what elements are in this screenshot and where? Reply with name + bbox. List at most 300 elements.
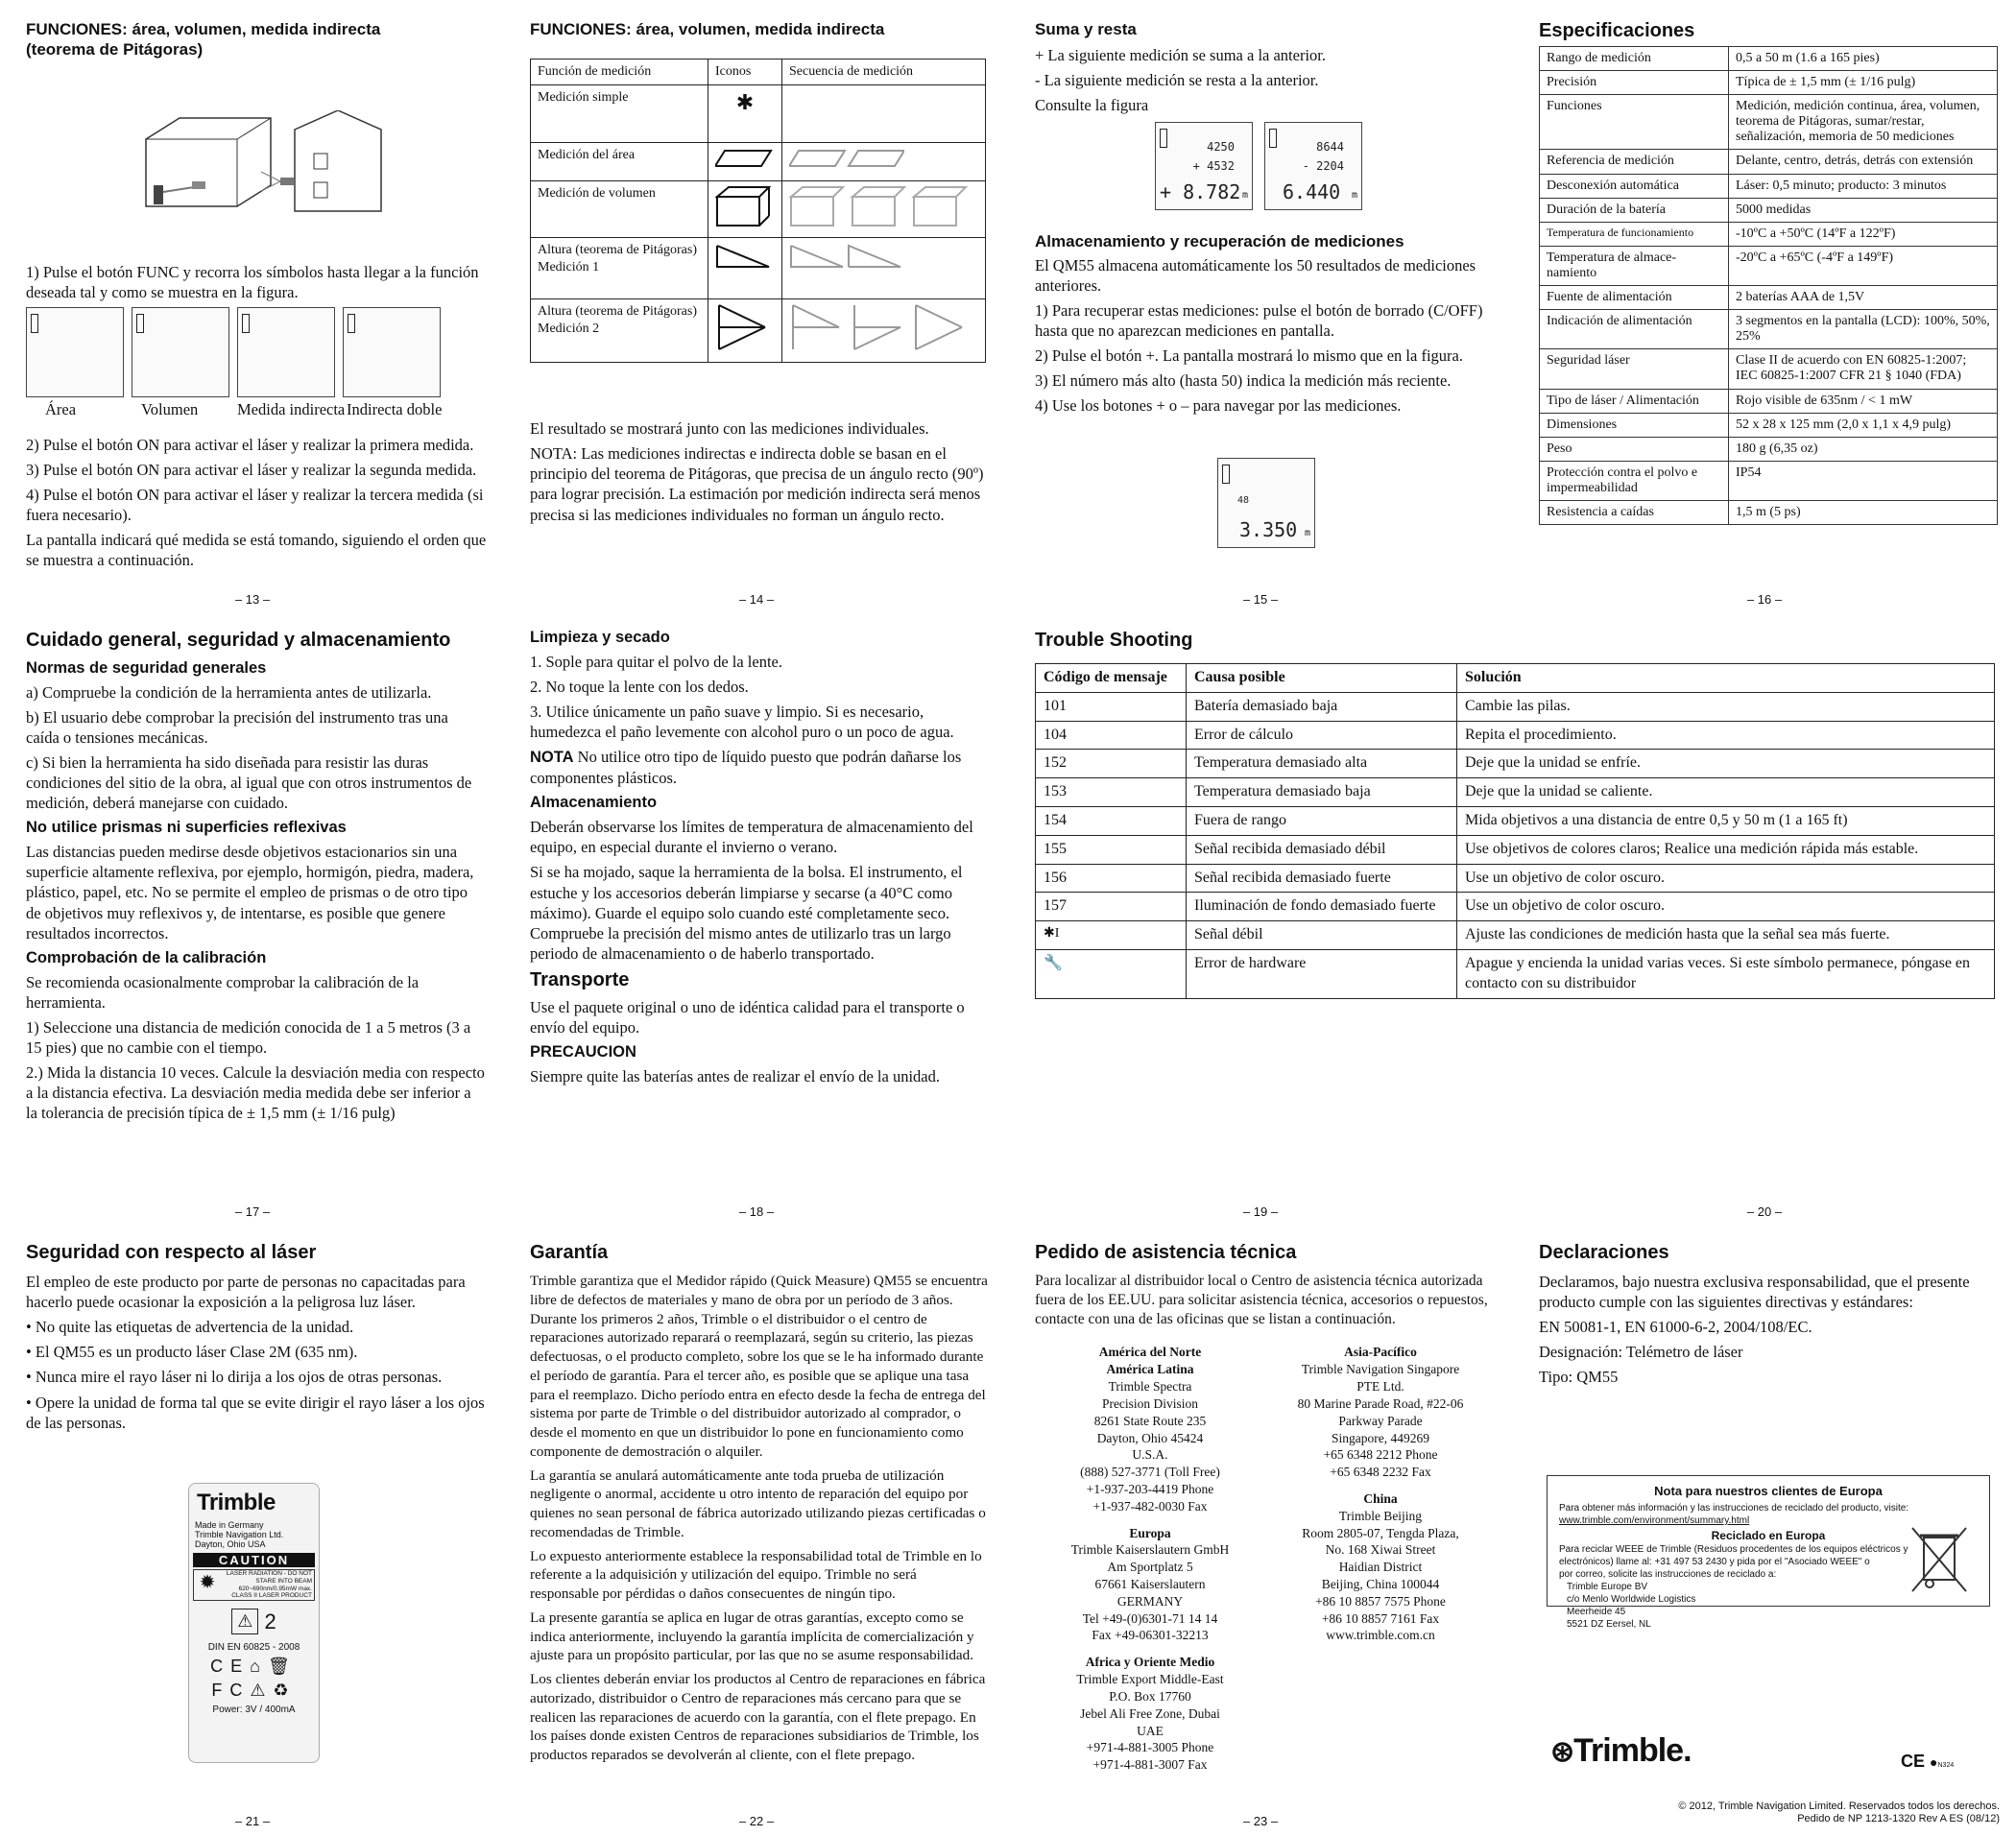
office-line: P.O. Box 17760 (1109, 1688, 1191, 1704)
page-15 (1035, 19, 1496, 553)
office-line: Jebel Ali Free Zone, Dubai (1080, 1705, 1220, 1721)
area-sequence-icons (782, 143, 986, 181)
lcd-sum-a: 4250 (1207, 139, 1235, 154)
c-tick-icon: ● (1930, 1754, 1938, 1770)
spec-value: 5000 medidas (1729, 198, 1998, 222)
page-24 (1539, 1241, 1998, 1393)
trouble-row (1036, 721, 1995, 750)
lcd-subtract (1264, 122, 1362, 210)
ce-mark-text: CE (1901, 1752, 1926, 1771)
spec-label: Fuente de alimentación (1540, 286, 1729, 310)
eu-address-3: Meerheide 45 (1567, 1607, 1626, 1618)
office-line: Trimble Export Middle-East (1076, 1672, 1224, 1687)
office-line: +1-937-482-0030 Fax (1092, 1498, 1208, 1514)
spec-label: Protección contra el polvo e impermeabilidad (1540, 461, 1729, 500)
trouble-code: 155 (1036, 835, 1187, 864)
eu-address-4: 5521 DZ Eersel, NL (1567, 1619, 1651, 1631)
height2-icon (708, 299, 782, 363)
label-made: Made in Germany (195, 1520, 264, 1530)
eu-line-4: por correo, solicite las instrucciones de reciclado a: (1559, 1569, 1777, 1581)
p17-h2: No utilice prismas ni superficies reflexivas (26, 819, 347, 837)
offices-right-column (1265, 1344, 1496, 1774)
p13-step4: 4) Pulse el botón ON para activar el láser y realizar la tercera medida (si fuera necesario). (26, 486, 484, 525)
spec-value: 52 x 28 x 125 mm (2,0 x 1,1 x 4,9 pulg) (1729, 413, 1998, 437)
p24-p4: Tipo: QM55 (1539, 1368, 1619, 1387)
spec-row (1540, 310, 1998, 349)
p22-title: Garantía (530, 1242, 609, 1263)
office-region: América del Norte (1098, 1345, 1202, 1360)
lcd-memory-unit: m (1304, 527, 1310, 538)
p23-intro: Para localizar al distribuidor local o Centro de asistencia técnica autorizada fuera de los EE.UU. para solicitar asistencia técnica, accesorios o repuestos, contacte con una de las oficinas que se listan a continuación. (1035, 1273, 1488, 1327)
p17-h1: Normas de seguridad generales (26, 659, 267, 677)
trouble-solution: Ajuste las condiciones de medición hasta que la señal sea más fuerte. (1457, 921, 1995, 950)
wrench-icon: 🔧 (1036, 949, 1187, 998)
p22-p3: Lo expuesto anteriormente establece la responsabilidad total de Trimble en lo referente a la adquisición y utilización del equipo. Trimble no será responsable por pérdidas o daños consecuentes de ningún tipo. (530, 1547, 982, 1602)
trouble-code: 153 (1036, 778, 1187, 807)
label-warn-4: CLASS II LASER PRODUCT (231, 1592, 312, 1600)
laser-warning-icon: ⚠ (231, 1609, 258, 1634)
p17-b: b) El usuario debe comprobar la precisión del instrumento tras una caída o tensiones mecánicas. (26, 707, 448, 748)
eu-address-2: c/o Menlo Worldwide Logistics (1567, 1594, 1696, 1606)
lcd-memory-index: 48 (1237, 494, 1250, 506)
p17-p3: Se recomienda ocasionalmente comprobar la calibración de la herramienta. (26, 972, 420, 1012)
office-line: Trimble Beijing (1338, 1508, 1423, 1523)
trouble-cause: Error de hardware (1187, 949, 1457, 998)
ft-header-icons: Iconos (708, 60, 782, 85)
page-number-20: – 20 – (1746, 1204, 1783, 1219)
trouble-row (1036, 835, 1995, 864)
trouble-cause: Señal recibida demasiado débil (1187, 835, 1457, 864)
lcd-sum-unit: m (1241, 189, 1248, 201)
office-line: Haidian District (1338, 1560, 1423, 1575)
office-line: Trimble Navigation Singapore (1301, 1362, 1460, 1377)
lcd-memory-result: 3.350 (1239, 517, 1298, 541)
part-number: Pedido de NP 1213-1320 Rev A ES (08/12) (1797, 1813, 2000, 1825)
p13-step1: 1) Pulse el botón FUNC y recorra los símbolos hasta llegar a la función deseada tal y como se muestra en la figura. (26, 262, 479, 301)
label-city: Dayton, Ohio USA (195, 1539, 266, 1549)
tt-header-solution: Solución (1457, 664, 1995, 693)
page-14 (530, 19, 991, 530)
p17-title: Cuidado general, seguridad y almacenamiento (26, 630, 451, 651)
lcd-row (26, 307, 487, 397)
trouble-table (1035, 663, 1995, 999)
spec-row (1540, 461, 1998, 500)
office-line: UAE (1137, 1723, 1164, 1738)
page-number-22: – 22 – (738, 1814, 775, 1828)
trouble-row (1036, 893, 1995, 921)
trouble-solution: Use un objetivo de color oscuro. (1457, 893, 1995, 921)
lcd-sub-unit: m (1351, 189, 1357, 201)
office-line: +86 10 8857 7575 Phone (1315, 1593, 1446, 1609)
page-22 (530, 1241, 989, 1770)
trouble-cause: Iluminación de fondo demasiado fuerte (1187, 893, 1457, 921)
p18-p4: Siempre quite las baterías antes de realizar el envío de la unidad. (530, 1067, 940, 1086)
spec-value: Clase II de acuerdo con EN 60825-1:2007; IEC 60825-1:2007 CFR 21 § 1040 (FDA) (1729, 349, 1998, 389)
p19-title: Trouble Shooting (1035, 630, 1193, 651)
office-line: Tel +49-(0)6301-71 14 14 (1082, 1610, 1218, 1626)
tt-header-cause: Causa posible (1187, 664, 1457, 693)
volume-icon (708, 181, 782, 238)
p15-s3: 2) Pulse el botón +. La pantalla mostrará lo mismo que en la figura. (1035, 346, 1463, 366)
office-line: Room 2805-07, Tengda Plaza, (1302, 1525, 1459, 1540)
office-line: No. 168 Xiwai Street (1325, 1542, 1436, 1558)
trouble-row (1036, 949, 1995, 998)
spec-row (1540, 246, 1998, 285)
eu-link[interactable]: www.trimble.com/environment/summary.html (1559, 1514, 1750, 1526)
copyright (1678, 1800, 2000, 1825)
office-line: Beijing, China 100044 (1321, 1577, 1440, 1592)
spec-row (1540, 47, 1998, 71)
page-17 (26, 629, 485, 1128)
spec-value: Típica de ± 1,5 mm (± 1/16 pulg) (1729, 71, 1998, 95)
p15-s1: El QM55 almacena automáticamente los 50 resultados de mediciones anteriores. (1035, 255, 1476, 295)
p21-b4: • Opere la unidad de forma tal que se evite dirigir el rayo láser a los ojos de las personas. (26, 1393, 485, 1432)
spec-value: Rojo visible de 635nm / < 1 mW (1729, 389, 1998, 413)
p13-note: La pantalla indicará qué medida se está tomando, siguiendo el orden que se muestra a continuación. (26, 531, 487, 570)
page-23 (1035, 1241, 1496, 1774)
trimble-logo-text: Trimble. (1573, 1732, 1692, 1769)
trouble-solution: Use objetivos de colores claros; Realice una medición rápida más estable. (1457, 835, 1995, 864)
spec-label: Resistencia a caídas (1540, 500, 1729, 524)
p24-title: Declaraciones (1539, 1242, 1669, 1263)
tt-header-code: Código de mensaje (1036, 664, 1187, 693)
page-number-16: – 16 – (1746, 592, 1783, 607)
p24-p2: EN 50081-1, EN 61000-6-2, 2004/108/EC. (1539, 1318, 1812, 1337)
p15-subtract: - La siguiente medición se resta a la anterior. (1035, 71, 1319, 90)
spec-label: Desconexión automática (1540, 174, 1729, 198)
office-line: PTE Ltd. (1356, 1379, 1404, 1395)
p15-title: Suma y resta (1035, 20, 1137, 38)
lcd-volume (132, 307, 229, 397)
spec-value: 1,5 m (5 ps) (1729, 500, 1998, 524)
page-19 (1035, 629, 2000, 999)
trouble-row (1036, 864, 1995, 893)
label-company: Trimble Navigation Ltd. (195, 1530, 284, 1539)
volume-sequence-icons (782, 181, 986, 238)
p18-nota (530, 747, 989, 788)
office-line: 67661 Kaiserslautern (1094, 1577, 1206, 1592)
page-number-18: – 18 – (738, 1204, 775, 1219)
p18-p3: Use el paquete original o uno de idéntica calidad para el transporte o envío del equipo. (530, 998, 965, 1037)
spec-table (1539, 46, 1998, 525)
page-number-17: – 17 – (234, 1204, 271, 1219)
spec-row (1540, 71, 1998, 95)
p24-p3: Designación: Telémetro de láser (1539, 1343, 1743, 1362)
spec-label: Temperatura de almacenamiento (1540, 246, 1729, 285)
trouble-solution: Use un objetivo de color oscuro. (1457, 864, 1995, 893)
weee-crossed-bin-icon (1908, 1524, 1970, 1595)
recycle-icon: ♻ (273, 1681, 297, 1701)
trouble-row (1036, 750, 1995, 778)
page-number-23: – 23 – (1242, 1814, 1279, 1828)
page-18 (530, 629, 989, 1091)
page-number-14: – 14 – (738, 592, 775, 607)
trouble-cause: Señal recibida demasiado fuerte (1187, 864, 1457, 893)
spec-value: 0,5 a 50 m (1.6 a 165 pies) (1729, 47, 1998, 71)
p13-title-1: FUNCIONES: área, volumen, medida indirecta (26, 20, 381, 38)
p17-p5: 2.) Mida la distancia 10 veces. Calcule la desviación media con respecto a la distancia efectiva. La desviación media medida debe ser inferior a la tolerancia de precisión típica de ± 1,5 mm (± 1/16 pulg) (26, 1063, 485, 1123)
office-line: GERMANY (1116, 1593, 1184, 1609)
office-line: Trimble Kaiserslautern GmbH (1070, 1542, 1230, 1558)
label-power: Power: 3V / 400mA (212, 1705, 296, 1716)
page-13 (26, 19, 487, 575)
spec-row (1540, 174, 1998, 198)
office-region: Africa y Oriente Medio (1085, 1655, 1215, 1670)
office-line: +971-4-881-3005 Phone (1086, 1740, 1214, 1755)
spec-row (1540, 286, 1998, 310)
spec-label: Seguridad láser (1540, 349, 1729, 389)
label-warn-3: 620~690nm/0.95mW max. (238, 1585, 312, 1592)
label-brand: Trimble (197, 1490, 276, 1515)
trouble-solution: Cambie las pilas. (1457, 692, 1995, 721)
lcd-memory (1217, 458, 1315, 548)
weak-signal-icon: ✱I (1036, 921, 1187, 950)
spec-row (1540, 389, 1998, 413)
spec-value: Láser: 0,5 minuto; producto: 3 minutos (1729, 174, 1998, 198)
office-line: +65 6348 2212 Phone (1323, 1447, 1438, 1463)
ft-header-function: Función de medición (531, 60, 708, 85)
trouble-row (1036, 692, 1995, 721)
label-caution: CAUTION (193, 1553, 315, 1567)
laser-star-icon: ✹ (199, 1572, 216, 1593)
spec-row (1540, 349, 1998, 389)
spec-value: Medición, medición continua, área, volumen, teorema de Pitágoras, sumar/restar, señalización, memoria de 50 mediciones (1729, 95, 1998, 150)
p22-p2: La garantía se anulará automáticamente ante toda prueba de utilización negligente o anormal, accidente u otro intento de reparación del equipo por quienes no sean personal de fábrica autorizado utilizando piezas certificadas o recomendadas de Trimble. (530, 1466, 986, 1540)
lcd-sum (1155, 122, 1253, 210)
p21-title: Seguridad con respecto al láser (26, 1242, 317, 1263)
label-warn-2: STARE INTO BEAM (255, 1577, 312, 1585)
office-line: Precision Division (1101, 1395, 1199, 1411)
fcc-icon: FC (211, 1681, 251, 1701)
office-line: +65 6348 2232 Fax (1330, 1465, 1431, 1480)
spec-row (1540, 413, 1998, 437)
area-icon (708, 143, 782, 181)
home-icon: ⌂ (250, 1657, 269, 1677)
p13-step3: 3) Pulse el botón ON para activar el láser y realizar la segunda medida. (26, 460, 477, 479)
office-region: América Latina (1106, 1362, 1194, 1377)
trouble-solution: Apague y encienda la unidad varias veces. Si este símbolo permanece, póngase en contacto con su distribuidor (1457, 949, 1995, 998)
spec-row (1540, 95, 1998, 150)
trouble-cause: Señal débil (1187, 921, 1457, 950)
ft-header-sequence: Secuencia de medición (782, 60, 986, 85)
spec-row (1540, 437, 1998, 461)
office-region: Europa (1129, 1525, 1171, 1540)
trimble-logo (1550, 1732, 1692, 1770)
spec-value: -10ºC a +50ºC (14ºF a 122ºF) (1729, 222, 1998, 246)
spec-row (1540, 198, 1998, 222)
p22-p4: La presente garantía se aplica en lugar de otras garantías, excepto como se indica anteriormente, incluyendo la garantía implícita de comercialización y ajuste para un propósito particular, por las que no se asume responsabilidad. (530, 1609, 974, 1664)
height1-icon (708, 238, 782, 299)
trouble-row (1036, 921, 1995, 950)
ft-row-simple: Medición simple (531, 85, 708, 143)
p21-p1: El empleo de este producto por parte de personas no capacitadas para hacerlo puede ocasionar la exposición a la peligrosa luz láser. (26, 1273, 466, 1312)
p22-p5: Los clientes deberán enviar los productos al Centro de reparaciones en fábrica autorizado, distribuidor o Centro de reparaciones más cercano para que se realicen las reparaciones de acuerdo con la garantía, con el flete prepago. En los países donde existen Centros de reparaciones subsidiarios de Trimble, los productos reparados se devolverán al cliente, con el flete prepago. (530, 1671, 986, 1763)
lcd-sum-b: + 4532 (1192, 158, 1235, 173)
p18-h1: Limpieza y secado (530, 629, 670, 646)
p17-h3: Comprobación de la calibración (26, 948, 267, 966)
spec-label: Funciones (1540, 95, 1729, 150)
trouble-code: 101 (1036, 692, 1187, 721)
office-line: Trimble Spectra (1108, 1379, 1192, 1395)
page-number-13: – 13 – (234, 592, 271, 607)
p21-b3: • Nunca mire el rayo láser ni lo dirija a los ojos de otras personas. (26, 1368, 443, 1387)
trouble-solution: Mida objetivos a una distancia de entre 0,5 y 50 m (1 a 165 ft) (1457, 806, 1995, 835)
office-region: China (1363, 1490, 1398, 1506)
spec-value: Delante, centro, detrás, detrás con extensión (1729, 150, 1998, 174)
office-region: Asia-Pacífico (1344, 1345, 1417, 1360)
spec-value: 3 segmentos en la pantalla (LCD): 100%, 50%, 25% (1729, 310, 1998, 349)
height1-sequence-icons (782, 238, 986, 299)
office-line: Am Sportplatz 5 (1107, 1560, 1193, 1575)
trouble-cause: Temperatura demasiado baja (1187, 778, 1457, 807)
spec-label: Indicación de alimentación (1540, 310, 1729, 349)
page-16 (1539, 19, 2000, 525)
ft-row-volume: Medición de volumen (531, 181, 708, 238)
eu-title-2: Reciclado en Europa (1711, 1528, 1826, 1542)
product-label (188, 1483, 320, 1763)
p15-storage-title: Almacenamiento y recuperación de mediciones (1035, 231, 1404, 250)
office-line: 80 Marine Parade Road, #22-06 (1297, 1395, 1464, 1411)
p18-l3: 3. Utilice únicamente un paño suave y limpio. Si es necesario, humedezca el paño levemente con alcohol puro o un poco de agua. (530, 703, 954, 742)
spec-value: 180 g (6,35 oz) (1729, 437, 1998, 461)
office-line: Singapore, 449269 (1332, 1430, 1429, 1445)
spec-label: Temperatura de funcionamiento (1540, 222, 1729, 246)
functions-table (530, 59, 986, 363)
p18-l2: 2. No toque la lente con los dedos. (530, 677, 749, 696)
height2-sequence-icons (782, 299, 986, 363)
p15-s5: 4) Use los botones + o – para navegar por las mediciones. (1035, 396, 1402, 416)
eu-title: Nota para nuestros clientes de Europa (1654, 1484, 1883, 1498)
trouble-cause: Error de cálculo (1187, 721, 1457, 750)
p16-title: Especificaciones (1539, 20, 1695, 41)
p18-p2: Si se ha mojado, saque la herramienta de la bolsa. El instrumento, el estuche y los accesorios deberán limpiarse y secarse (a 40°C como máximo). Guarde el equipo solo cuando esté completamente seco. Compruebe la precisión del mismo antes de utilizarlo tras un largo periodo de almacenamiento o de haberlo transportado. (530, 863, 963, 963)
eu-line-1: Para obtener más información y las instrucciones de reciclado del producto, visite: (1559, 1502, 1909, 1514)
lcd-double-indirect (343, 307, 441, 397)
lcd-sub-b: - 2204 (1302, 158, 1344, 173)
offices-left-column (1035, 1344, 1265, 1774)
p17-p2: Las distancias pueden medirse desde objetivos estacionarios sin una superficie altamente reflexiva, por ejemplo, hormigón, piedra, madera, plástico, papel, etc. No se permite el empleo de prismas o de otro tipo de objetivos muy reflexivos y, de intentarse, es posible que genere resultados incorrectos. (26, 843, 474, 942)
label-class: 2 (264, 1609, 276, 1633)
p15-see-figure: Consulte la figura (1035, 96, 1149, 115)
office-line: +1-937-203-4419 Phone (1086, 1481, 1214, 1496)
p17-p4: 1) Seleccione una distancia de medición conocida de 1 a 5 metros (3 a 15 pies) que no cambie con el tiempo. (26, 1017, 471, 1057)
lcd-area (26, 307, 124, 397)
spec-label: Duración de la batería (1540, 198, 1729, 222)
office-line: Dayton, Ohio 45424 (1096, 1430, 1204, 1445)
p13-title-2: (teorema de Pitágoras) (26, 40, 204, 60)
trouble-solution: Deje que la unidad se enfríe. (1457, 750, 1995, 778)
p14-title: FUNCIONES: área, volumen, medida indirecta (530, 20, 885, 38)
trouble-code: 152 (1036, 750, 1187, 778)
label-din: DIN EN 60825 - 2008 (207, 1642, 300, 1654)
p15-add: + La siguiente medición se suma a la anterior. (1035, 46, 1327, 65)
spec-value: 2 baterías AAA de 1,5V (1729, 286, 1998, 310)
p17-c: c) Si bien la herramienta ha sido diseñada para resistir las duras condiciones del sitio de la obra, al igual que con otros instrumentos de medición, deberá manejarse con cuidado. (26, 753, 472, 813)
p21-b1: • No quite las etiquetas de advertencia de la unidad. (26, 1318, 354, 1337)
eu-note-box (1547, 1475, 1990, 1631)
page-number-19: – 19 – (1242, 1204, 1279, 1219)
page-21 (26, 1241, 485, 1438)
n324-text: N324 (1937, 1762, 1955, 1769)
p18-h3: Transporte (530, 969, 630, 991)
spec-row (1540, 150, 1998, 174)
page-number-21: – 21 – (234, 1814, 271, 1828)
label-warn-1: LASER RADIATION - DO NOT (226, 1570, 312, 1577)
trouble-cause: Batería demasiado baja (1187, 692, 1457, 721)
office-line: 8261 State Route 235 (1093, 1413, 1207, 1428)
eu-line-3: electrónicos) llame al: +31 497 53 2430 y pida por el "Asociado WEEE" o (1559, 1557, 1870, 1568)
trouble-cause: Fuera de rango (1187, 806, 1457, 835)
trimble-globe-icon: ⊛ (1550, 1736, 1574, 1768)
label-cert-icons (189, 1657, 319, 1677)
trouble-code: 104 (1036, 721, 1187, 750)
p21-b2: • El QM55 es un producto láser Clase 2M (635 nm). (26, 1343, 358, 1362)
p13-step2: 2) Pulse el botón ON para activar el láser y realizar la primera medida. (26, 435, 474, 454)
p23-title: Pedido de asistencia técnica (1035, 1242, 1297, 1263)
spec-value: -20ºC a +65ºC (-4ºF a 149ºF) (1729, 246, 1998, 285)
lcd-sub-a: 8644 (1316, 139, 1344, 154)
p18-h2: Almacenamiento (530, 794, 658, 812)
ce-mark (1901, 1752, 1954, 1772)
office-line: +86 10 8857 7161 Fax (1321, 1610, 1440, 1626)
ft-row-height2: Altura (teorema de Pitágoras) Medición 2 (531, 299, 708, 363)
trouble-solution: Repita el procedimiento. (1457, 721, 1995, 750)
spec-value: IP54 (1729, 461, 1998, 500)
p18-nota-text: No utilice otro tipo de líquido puesto que podrán dañarse los componentes plásticos. (530, 748, 962, 788)
p14-result: El resultado se mostrará junto con las mediciones individuales. (530, 419, 929, 439)
trouble-row (1036, 806, 1995, 835)
lcd-indirect (237, 307, 335, 397)
label-cert-icons-2 (189, 1681, 319, 1701)
office-line: www.trimble.com.cn (1326, 1628, 1435, 1643)
office-line: Parkway Parade (1338, 1413, 1423, 1428)
p18-p1: Deberán observarse los límites de temperatura de almacenamiento del equipo, en especial durante el invierno o verano. (530, 818, 973, 857)
lcd-sum-result: + 8.782 (1160, 179, 1241, 203)
trouble-row (1036, 778, 1995, 807)
p18-nota-label: NOTA (530, 749, 574, 767)
ft-row-area: Medición del área (531, 143, 708, 181)
spec-row (1540, 222, 1998, 246)
spec-label: Dimensiones (1540, 413, 1729, 437)
weee-bin-icon: 🗑 (268, 1657, 298, 1677)
ft-row-height1: Altura (teorema de Pitágoras) Medición 1 (531, 238, 708, 299)
eu-line-2: Para reciclar WEEE de Trimble (Residuos procedentes de los equipos eléctricos y (1559, 1544, 1908, 1556)
ce-mark-icon: CE (210, 1657, 251, 1677)
spec-label: Precisión (1540, 71, 1729, 95)
copyright-text: © 2012, Trimble Navigation Limited. Reservados todos los derechos. (1678, 1800, 2000, 1812)
eu-address-1: Trimble Europe BV (1567, 1582, 1648, 1593)
office-line: U.S.A. (1132, 1447, 1168, 1463)
warning-triangle-icon: ⚠ (250, 1681, 274, 1701)
office-line: (888) 527-3771 (Toll Free) (1080, 1465, 1220, 1480)
lcd-label-volume: Volumen (141, 399, 199, 418)
p22-p1: Trimble garantiza que el Medidor rápido (Quick Measure) QM55 se encuentra libre de defectos de materiales y mano de obra por un período de 3 años. Durante los primeros 2 años, Trimble o el distribuidor o el centro de reparaciones autorizado reparará o reemplazará, según su criterio, las piezas defectuosas, o el producto completo, sobre los que se le ha informado durante el período de garantía. Para el tercer año, es posible que se aplique una tasa para el reemplazo. Dicho período entra en efecto desde la fecha de entrega del sistema por parte de Trimble o del distribuidor autorizado al comprador, o desde el momento en que un distribuidor lo pone en funcionamiento como componente de demostración o alquiler. (530, 1273, 988, 1460)
lcd-sub-result: 6.440 (1283, 179, 1341, 203)
spec-row (1540, 500, 1998, 524)
trouble-solution: Deje que la unidad se caliente. (1457, 778, 1995, 807)
p15-s2: 1) Para recuperar estas mediciones: pulse el botón de borrado (C/OFF) hasta que no aparezcan mediciones en pantalla. (1035, 301, 1483, 341)
lcd-label-double: Indirecta doble (347, 399, 443, 418)
p18-l1: 1. Sople para quitar el polvo de la lente. (530, 652, 783, 671)
spec-label: Rango de medición (1540, 47, 1729, 71)
spec-label: Peso (1540, 437, 1729, 461)
lcd-label-area: Área (45, 399, 77, 418)
p14-nota: NOTA: Las mediciones indirectas e indirecta doble se basan en el principio del teorema de Pitágoras, que precisa de un ángulo recto (90º) para lograr precisión. La estimación por medición indirecta será menos precisa si las mediciones individuales no forman un ángulo recto. (530, 444, 984, 524)
p17-a: a) Compruebe la condición de la herramienta antes de utilizarla. (26, 682, 432, 702)
offices-table (1035, 1344, 1496, 1774)
trouble-code: 154 (1036, 806, 1187, 835)
office-line: +971-4-881-3007 Fax (1092, 1757, 1208, 1773)
